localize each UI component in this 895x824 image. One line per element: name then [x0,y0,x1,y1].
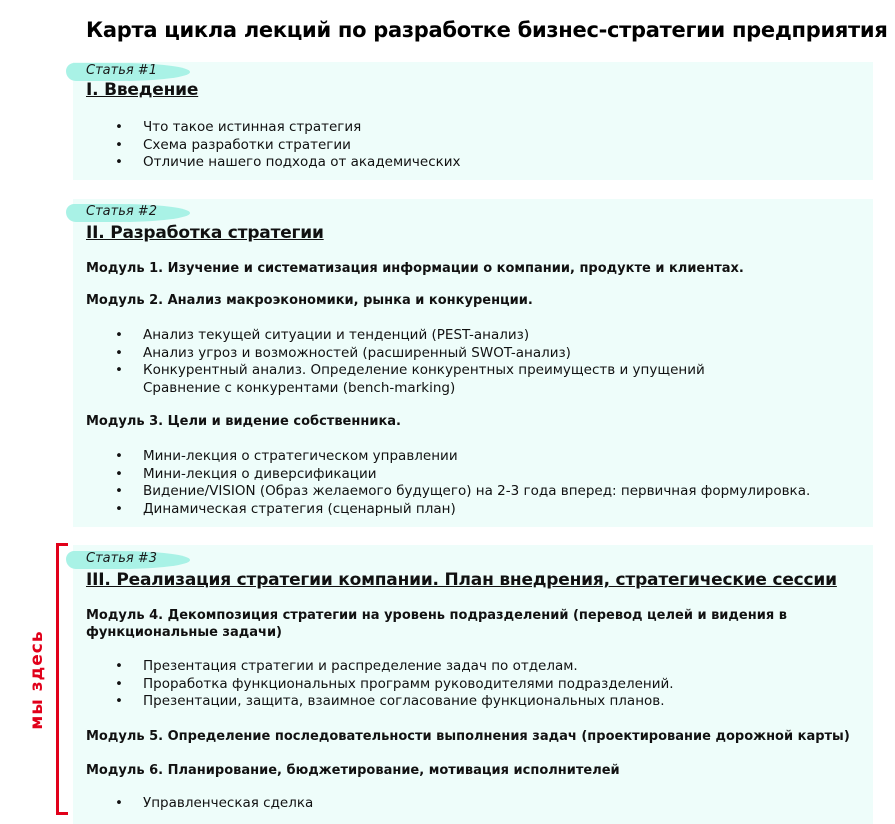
list-item: • Мини-лекция о стратегическом управлении [86,448,810,466]
article-3-tag: Статья #3 [86,551,157,566]
article-1-tag: Статья #1 [86,63,157,78]
list-item: • Презентация стратегии и распределение задач по отделам. [86,658,674,676]
section-1-list [86,119,461,172]
list-item: • Анализ текущей ситуации и тенденций (PEST-анализ) [86,327,705,345]
module-2-list [86,327,705,397]
article-2-tag: Статья #2 [86,204,157,219]
module-4-title-continuation: функциональные задачи) [86,625,283,640]
page-title: Карта цикла лекций по разработке бизнес-стратегии предприятия [86,18,888,42]
list-item: • Проработка функциональных программ руководителями подразделений. [86,676,674,694]
section-2-heading: II. Разработка стратегии [86,223,324,243]
list-item-continuation: Сравнение с конкурентами (bench-marking) [143,379,456,396]
list-item: • Конкурентный анализ. Определение конкурентных преимуществ и упущений [86,362,705,380]
module-4-list [86,658,674,711]
module-3-list [86,448,810,518]
list-item: • Отличие нашего подхода от академических [86,154,461,172]
list-item: • Управленческая сделка [86,795,313,813]
list-item: • Презентации, защита, взаимное согласование функциональных планов. [86,693,674,711]
list-item: • Анализ угроз и возможностей (расширенный SWOT-анализ) [86,345,705,363]
module-6-title: Модуль 6. Планирование, бюджетирование, мотивация исполнителей [86,763,620,778]
list-item: • Мини-лекция о диверсификации [86,466,810,484]
list-item: • Видение/VISION (Образ желаемого будущего) на 2-3 года вперед: первичная формулировка. [86,483,810,501]
module-6-list [86,795,313,813]
current-section-bracket [56,543,68,815]
module-5-title: Модуль 5. Определение последовательности выполнения задач (проектирование дорожной карты) [86,729,850,744]
we-are-here-label: мы здесь [27,630,47,730]
module-1-title: Модуль 1. Изучение и систематизация информации о компании, продукте и клиентах. [86,261,744,276]
section-1-heading: I. Введение [86,80,199,100]
list-item: • Схема разработки стратегии [86,137,461,155]
module-2-title: Модуль 2. Анализ макроэкономики, рынка и конкуренции. [86,293,533,308]
section-3-heading: III. Реализация стратегии компании. План внедрения, стратегические сессии [86,570,837,590]
module-3-title: Модуль 3. Цели и видение собственника. [86,414,401,429]
module-4-title: Модуль 4. Декомпозиция стратегии на уровень подразделений (перевод целей и видения в [86,608,787,623]
list-item: • Динамическая стратегия (сценарный план) [86,501,810,519]
list-item: • Что такое истинная стратегия [86,119,461,137]
